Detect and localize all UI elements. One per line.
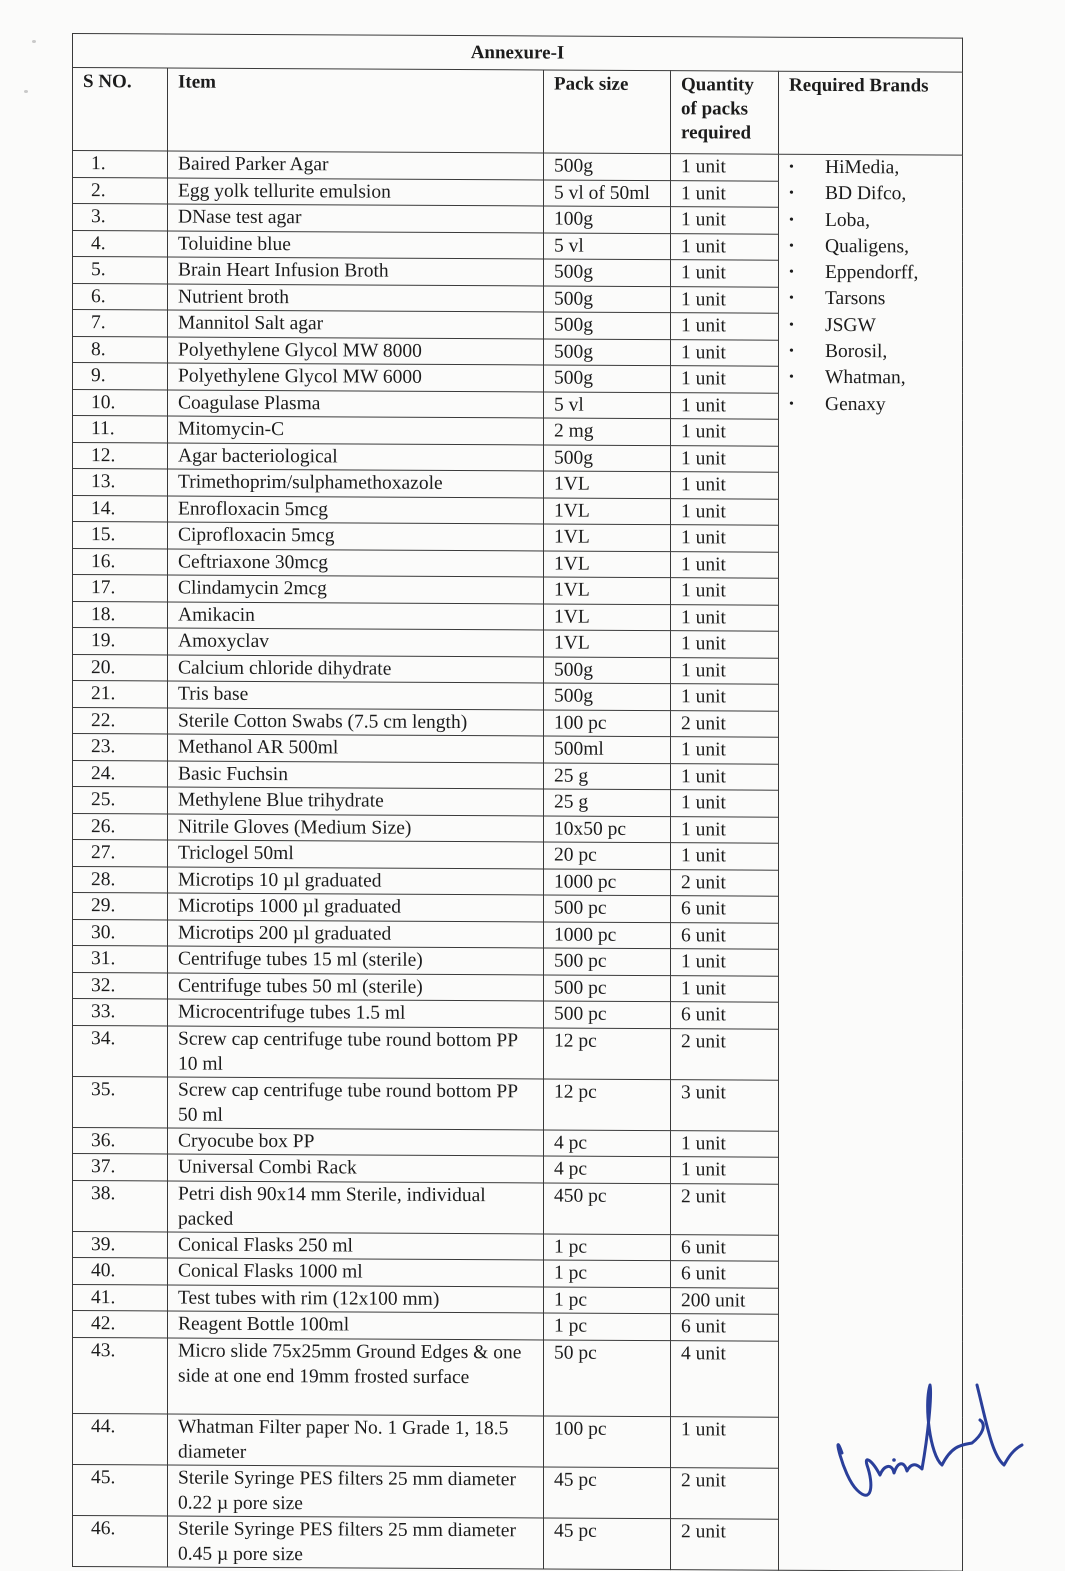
row-pack-size: 100 pc (544, 1415, 671, 1467)
row-sno: 31. (73, 946, 168, 973)
brand-name: Borosil, (825, 341, 888, 363)
brand-item (789, 155, 962, 182)
row-pack-size: 45 pc (544, 1517, 671, 1569)
bullet-icon: • (789, 317, 794, 333)
row-pack-size: 500g (544, 656, 671, 683)
row-pack-size: 5 vl (544, 232, 671, 259)
row-item: Universal Combi Rack (168, 1154, 544, 1182)
row-quantity: 1 unit (671, 1157, 779, 1184)
row-pack-size: 5 vl of 50ml (544, 179, 671, 206)
row-sno: 19. (73, 628, 168, 655)
bullet-icon: • (789, 291, 794, 307)
row-sno: 14. (73, 495, 168, 522)
row-pack-size: 1VL (544, 524, 671, 551)
brand-name: HiMedia, (825, 156, 900, 179)
row-pack-size: 1 pc (544, 1313, 671, 1340)
row-pack-size: 1 pc (544, 1233, 671, 1260)
row-quantity: 1 unit (671, 419, 779, 446)
row-quantity: 1 unit (671, 684, 779, 711)
row-pack-size: 1 pc (544, 1260, 671, 1287)
row-quantity: 2 unit (671, 869, 779, 896)
row-item: Enrofloxacin 5mcg (168, 496, 544, 524)
row-quantity: 1 unit (671, 233, 779, 260)
row-pack-size: 10x50 pc (544, 815, 671, 842)
bullet-icon: • (789, 186, 794, 202)
row-pack-size: 500g (544, 365, 671, 392)
row-quantity: 6 unit (671, 1261, 779, 1288)
row-sno: 35. (73, 1076, 168, 1127)
brand-item (789, 207, 962, 234)
row-sno: 41. (73, 1284, 168, 1311)
row-sno: 8. (73, 336, 168, 363)
row-pack-size: 1VL (544, 630, 671, 657)
row-item: Methylene Blue trihydrate (168, 787, 544, 815)
row-item: Reagent Bottle 100ml (168, 1311, 544, 1339)
row-pack-size: 100 pc (544, 709, 671, 736)
annexure-table (72, 33, 963, 1571)
row-quantity: 1 unit (671, 1130, 779, 1157)
row-item: Microcentrifuge tubes 1.5 ml (168, 999, 544, 1027)
row-quantity: 1 unit (671, 498, 779, 525)
row-item: Nitrile Gloves (Medium Size) (168, 814, 544, 842)
bullet-icon: • (789, 212, 794, 228)
brand-item (789, 234, 962, 261)
bullet-icon: • (789, 238, 794, 254)
brand-item (789, 365, 962, 392)
row-item: Coagulase Plasma (168, 390, 544, 418)
brand-item (789, 260, 962, 287)
row-item: Micro slide 75x25mm Ground Edges & one side at one end 19mm frosted surface (168, 1338, 544, 1416)
header-quantity: Quantity of packs required (671, 71, 779, 155)
brand-name: Loba, (825, 209, 870, 231)
row-quantity: 2 unit (671, 1183, 779, 1235)
row-item: Polyethylene Glycol MW 8000 (168, 337, 544, 365)
row-pack-size: 500 pc (544, 948, 671, 975)
row-sno: 13. (73, 469, 168, 496)
row-item: Clindamycin 2mcg (168, 575, 544, 603)
row-item: Screw cap centrifuge tube round bottom PP 50 ml (168, 1077, 544, 1130)
row-item: Triclogel 50ml (168, 840, 544, 868)
row-item: Sterile Syringe PES filters 25 mm diameter 0.22 µ pore size (168, 1465, 544, 1518)
row-quantity: 1 unit (671, 1416, 779, 1468)
row-item: Brain Heart Infusion Broth (168, 257, 544, 285)
row-quantity: 6 unit (671, 1314, 779, 1341)
row-quantity: 6 unit (671, 896, 779, 923)
row-pack-size: 1VL (544, 471, 671, 498)
row-quantity: 2 unit (671, 1518, 779, 1570)
row-pack-size: 500g (544, 153, 671, 180)
row-quantity: 6 unit (671, 922, 779, 949)
brand-item (789, 313, 962, 340)
row-quantity: 1 unit (671, 472, 779, 499)
row-pack-size: 12 pc (544, 1078, 671, 1130)
row-quantity: 1 unit (671, 737, 779, 764)
annexure-title: Annexure-I (73, 34, 963, 73)
row-item: Test tubes with rim (12x100 mm) (168, 1285, 544, 1313)
row-item: Calcium chloride dihydrate (168, 655, 544, 683)
row-sno: 28. (73, 866, 168, 893)
row-pack-size: 450 pc (544, 1182, 671, 1234)
row-pack-size: 1VL (544, 550, 671, 577)
row-sno: 25. (73, 787, 168, 814)
row-item: Whatman Filter paper No. 1 Grade 1, 18.5 diameter (168, 1414, 544, 1467)
row-sno: 36. (73, 1127, 168, 1154)
row-pack-size: 1 pc (544, 1286, 671, 1313)
row-pack-size: 500g (544, 259, 671, 286)
row-pack-size: 500g (544, 312, 671, 339)
row-item: Tris base (168, 681, 544, 709)
row-item: Petri dish 90x14 mm Sterile, individual packed (168, 1181, 544, 1234)
bullet-icon: • (789, 370, 794, 386)
row-sno: 26. (73, 813, 168, 840)
row-quantity: 4 unit (671, 1340, 779, 1417)
row-quantity: 1 unit (671, 843, 779, 870)
row-sno: 16. (73, 548, 168, 575)
row-quantity: 1 unit (671, 286, 779, 313)
row-item: Baired Parker Agar (168, 151, 544, 179)
row-item: Basic Fuchsin (168, 761, 544, 789)
row-sno: 38. (73, 1180, 168, 1231)
row-item: DNase test agar (168, 204, 544, 232)
row-item: Microtips 1000 µl graduated (168, 893, 544, 921)
brand-item (789, 391, 962, 418)
row-sno: 1. (73, 151, 168, 178)
row-item: Conical Flasks 250 ml (168, 1232, 544, 1260)
row-item: Nutrient broth (168, 284, 544, 312)
row-quantity: 1 unit (671, 339, 779, 366)
row-quantity: 1 unit (671, 657, 779, 684)
brand-name: Tarsons (825, 288, 886, 310)
row-pack-size: 1000 pc (544, 868, 671, 895)
row-pack-size: 500g (544, 338, 671, 365)
row-quantity: 1 unit (671, 631, 779, 658)
row-sno: 30. (73, 919, 168, 946)
row-sno: 11. (73, 416, 168, 443)
row-pack-size: 25 g (544, 762, 671, 789)
row-sno: 34. (73, 1025, 168, 1076)
row-quantity: 1 unit (671, 763, 779, 790)
row-sno: 39. (73, 1231, 168, 1258)
row-pack-size: 2 mg (544, 418, 671, 445)
row-quantity: 1 unit (671, 578, 779, 605)
row-pack-size: 25 g (544, 789, 671, 816)
scan-speck (32, 40, 36, 43)
row-sno: 12. (73, 442, 168, 469)
row-pack-size: 500g (544, 285, 671, 312)
row-sno: 46. (73, 1515, 168, 1566)
row-quantity: 2 unit (671, 1467, 779, 1519)
row-item: Cryocube box PP (168, 1128, 544, 1156)
row-sno: 15. (73, 522, 168, 549)
brand-item (789, 286, 962, 313)
bullet-icon: • (789, 264, 794, 280)
bullet-icon: • (789, 396, 794, 412)
row-quantity: 1 unit (671, 445, 779, 472)
brand-name: JSGW (825, 314, 876, 336)
brand-item (789, 181, 962, 208)
row-item: Toluidine blue (168, 231, 544, 259)
row-item: Conical Flasks 1000 ml (168, 1258, 544, 1286)
row-quantity: 1 unit (671, 392, 779, 419)
row-item: Trimethoprim/sulphamethoxazole (168, 469, 544, 497)
brand-name: Genaxy (825, 393, 886, 415)
row-quantity: 6 unit (671, 1234, 779, 1261)
brand-item (789, 339, 962, 366)
row-item: Screw cap centrifuge tube round bottom PP 10 ml (168, 1026, 544, 1079)
row-item: Mitomycin-C (168, 416, 544, 444)
row-pack-size: 500g (544, 444, 671, 471)
row-pack-size: 500 pc (544, 974, 671, 1001)
row-sno: 37. (73, 1154, 168, 1181)
row-item: Amikacin (168, 602, 544, 630)
row-item: Agar bacteriological (168, 443, 544, 471)
row-pack-size: 100g (544, 206, 671, 233)
row-quantity: 200 unit (671, 1287, 779, 1314)
row-quantity: 1 unit (671, 949, 779, 976)
signature-dot (892, 1458, 896, 1462)
row-pack-size: 500 pc (544, 895, 671, 922)
row-quantity: 1 unit (671, 260, 779, 287)
row-sno: 44. (73, 1413, 168, 1464)
row-sno: 45. (73, 1464, 168, 1515)
row-quantity: 1 unit (671, 551, 779, 578)
row-quantity: 1 unit (671, 207, 779, 234)
row-item: Centrifuge tubes 15 ml (sterile) (168, 946, 544, 974)
row-sno: 22. (73, 707, 168, 734)
row-sno: 33. (73, 999, 168, 1026)
row-pack-size: 4 pc (544, 1156, 671, 1183)
row-sno: 40. (73, 1258, 168, 1285)
header-pack-size: Pack size (544, 70, 671, 154)
brand-name: Qualigens, (825, 235, 909, 258)
row-item: Sterile Syringe PES filters 25 mm diameter 0.45 µ pore size (168, 1516, 544, 1569)
row-quantity: 1 unit (671, 180, 779, 207)
row-sno: 23. (73, 734, 168, 761)
row-item: Methanol AR 500ml (168, 734, 544, 762)
row-sno: 32. (73, 972, 168, 999)
row-sno: 24. (73, 760, 168, 787)
row-sno: 10. (73, 389, 168, 416)
row-pack-size: 5 vl (544, 391, 671, 418)
row-item: Centrifuge tubes 50 ml (sterile) (168, 973, 544, 1001)
row-sno: 29. (73, 893, 168, 920)
row-sno: 42. (73, 1311, 168, 1338)
row-quantity: 1 unit (671, 816, 779, 843)
brand-name: BD Difco, (825, 183, 907, 205)
row-pack-size: 20 pc (544, 842, 671, 869)
row-pack-size: 500ml (544, 736, 671, 763)
brand-name: Eppendorff, (825, 262, 919, 284)
row-sno: 17. (73, 575, 168, 602)
row-pack-size: 12 pc (544, 1027, 671, 1079)
row-item: Sterile Cotton Swabs (7.5 cm length) (168, 708, 544, 736)
row-pack-size: 50 pc (544, 1339, 671, 1416)
table-body (73, 151, 963, 1571)
row-item: Amoxyclav (168, 628, 544, 656)
row-quantity: 1 unit (671, 790, 779, 817)
row-quantity: 1 unit (671, 366, 779, 393)
row-pack-size: 45 pc (544, 1466, 671, 1518)
row-sno: 4. (73, 230, 168, 257)
row-item: Microtips 200 µl graduated (168, 920, 544, 948)
row-sno: 3. (73, 204, 168, 231)
header-brands: Required Brands (779, 71, 963, 155)
row-quantity: 3 unit (671, 1079, 779, 1131)
row-item: Egg yolk tellurite emulsion (168, 178, 544, 206)
row-pack-size: 1VL (544, 497, 671, 524)
row-item: Ceftriaxone 30mcg (168, 549, 544, 577)
row-pack-size: 1VL (544, 577, 671, 604)
row-sno: 9. (73, 363, 168, 390)
row-quantity: 6 unit (671, 1002, 779, 1029)
row-item: Polyethylene Glycol MW 6000 (168, 363, 544, 391)
scan-speck (24, 90, 28, 93)
row-sno: 43. (73, 1337, 168, 1413)
row-quantity: 2 unit (671, 710, 779, 737)
row-sno: 27. (73, 840, 168, 867)
row-sno: 20. (73, 654, 168, 681)
bullet-icon: • (789, 159, 794, 175)
row-sno: 18. (73, 601, 168, 628)
row-quantity: 1 unit (671, 313, 779, 340)
header-sno: S NO. (73, 68, 168, 151)
row-pack-size: 500 pc (544, 1001, 671, 1028)
row-quantity: 2 unit (671, 1028, 779, 1080)
row-sno: 2. (73, 177, 168, 204)
row-sno: 6. (73, 283, 168, 310)
row-sno: 7. (73, 310, 168, 337)
signature (812, 1365, 1052, 1515)
required-brands-cell (779, 154, 963, 1570)
row-quantity: 1 unit (671, 525, 779, 552)
row-item: Ciprofloxacin 5mcg (168, 522, 544, 550)
bullet-icon: • (789, 343, 794, 359)
row-pack-size: 1000 pc (544, 921, 671, 948)
row-pack-size: 500g (544, 683, 671, 710)
header-item: Item (168, 68, 544, 153)
brand-list (789, 155, 962, 419)
row-quantity: 1 unit (671, 604, 779, 631)
row-sno: 5. (73, 257, 168, 284)
row-item: Microtips 10 µl graduated (168, 867, 544, 895)
row-pack-size: 4 pc (544, 1129, 671, 1156)
row-quantity: 1 unit (671, 975, 779, 1002)
brand-name: Whatman, (825, 367, 906, 389)
row-pack-size: 1VL (544, 603, 671, 630)
row-item: Mannitol Salt agar (168, 310, 544, 338)
row-sno: 21. (73, 681, 168, 708)
row-quantity: 1 unit (671, 154, 779, 181)
